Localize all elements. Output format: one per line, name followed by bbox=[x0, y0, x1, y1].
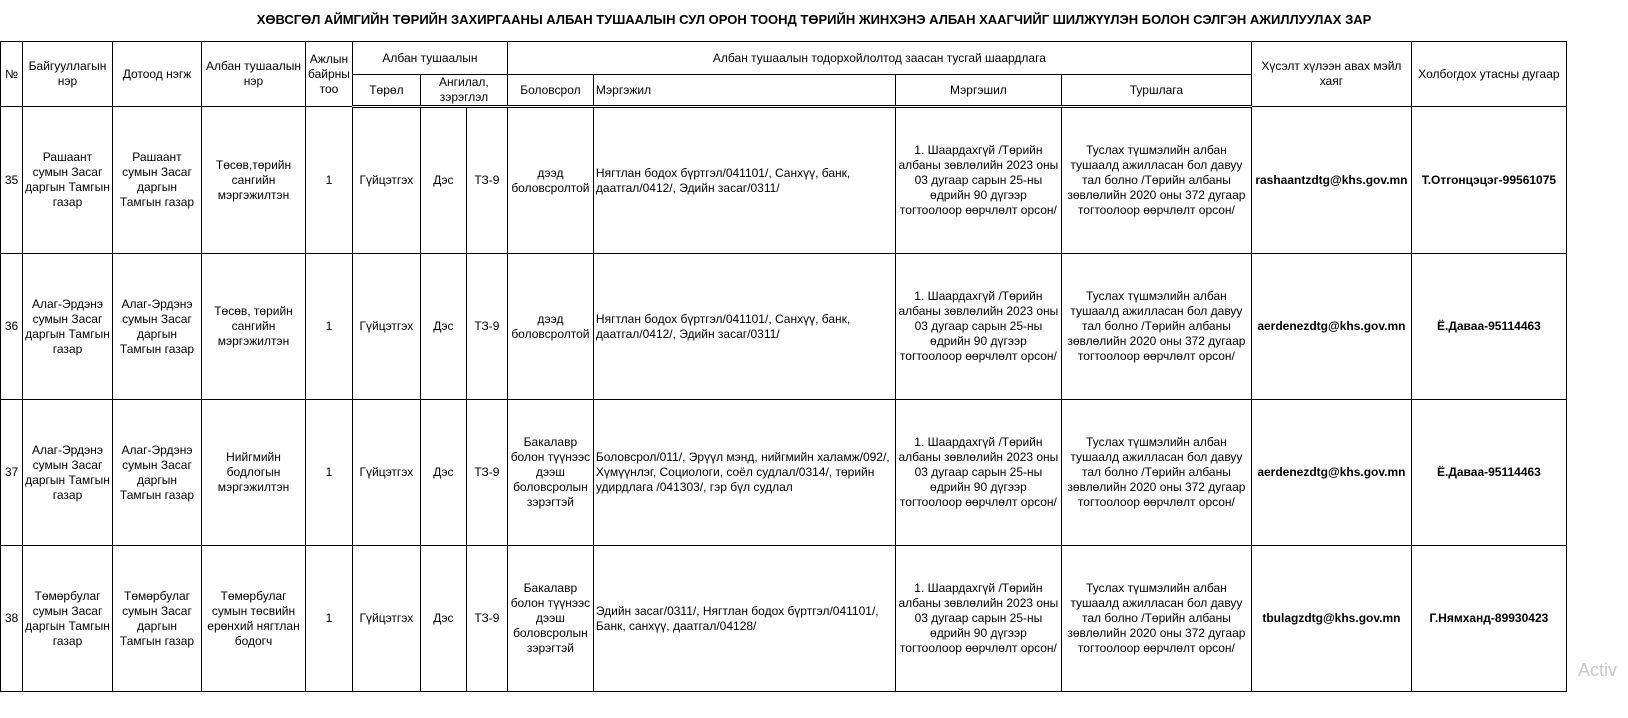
cell-email[interactable]: rashaantzdtg@khs.gov.mn bbox=[1251, 107, 1411, 254]
cell-experience: Туслах түшмэлийн албан тушаалд ажилласан бол давуу тал болно /Төрийн албаны зөвлөлийн 2020 оны 372 дугаар тогтоолоор өөрчлөлт орсон/ bbox=[1061, 400, 1251, 546]
cell-position: Төсөв, төрийн сангийн мэргэжилтэн bbox=[202, 254, 306, 400]
cell-education: дээд боловсролтой bbox=[507, 254, 593, 400]
cell-count: 1 bbox=[306, 107, 353, 254]
cell-count: 1 bbox=[306, 254, 353, 400]
header-row-1 bbox=[1, 42, 1567, 75]
table-row bbox=[1, 254, 1567, 400]
cell-count: 1 bbox=[306, 546, 353, 692]
cell-phone: Ё.Даваа-95114463 bbox=[1411, 400, 1566, 546]
cell-skill: 1. Шаардахгүй /Төрийн албаны зөвлөлийн 2023 оны 03 дугаар сарын 25-ны өдрийн 90 дүгээр тогтоолоор өөрчлөлт орсон/ bbox=[895, 400, 1061, 546]
vacancy-table bbox=[0, 41, 1567, 692]
cell-no: 38 bbox=[1, 546, 23, 692]
cell-unit: Алаг-Эрдэнэ сумын Засаг даргын Тамгын газар bbox=[113, 400, 202, 546]
cell-type: Гүйцэтгэх bbox=[352, 254, 420, 400]
cell-email[interactable]: aerdenezdtg@khs.gov.mn bbox=[1251, 254, 1411, 400]
cell-position: Төмөрбулаг сумын төсвийн ерөнхий нягтлан бодогч bbox=[202, 546, 306, 692]
header-email: Хүсэлт хүлээн авах мэйл хаяг bbox=[1251, 42, 1411, 107]
cell-org: Төмөрбулаг сумын Засаг даргын Тамгын газар bbox=[23, 546, 113, 692]
cell-education: дээд боловсролтой bbox=[507, 107, 593, 254]
cell-rank: ТЗ-9 bbox=[466, 546, 507, 692]
activation-watermark: Activ bbox=[1578, 660, 1618, 680]
cell-phone: Г.Нямханд-89930423 bbox=[1411, 546, 1566, 692]
cell-skill: 1. Шаардахгүй /Төрийн албаны зөвлөлийн 2023 оны 03 дугаар сарын 25-ны өдрийн 90 дүгээр тогтоолоор өөрчлөлт орсон/ bbox=[895, 107, 1061, 254]
cell-phone: Ё.Даваа-95114463 bbox=[1411, 254, 1566, 400]
header-req-group: Албан тушаалын тодорхойлолтод заасан тусгай шаардлага bbox=[507, 42, 1251, 75]
cell-profession: Нягтлан бодох бүртгэл/041101/, Санхүү, банк, даатгал/0412/, Эдийн засаг/0311/ bbox=[593, 107, 895, 254]
cell-class: Дэс bbox=[420, 400, 466, 546]
cell-class: Дэс bbox=[420, 107, 466, 254]
cell-no: 37 bbox=[1, 400, 23, 546]
header-education: Боловсрол bbox=[507, 75, 593, 107]
header-experience: Туршлага bbox=[1061, 75, 1251, 107]
cell-education: Бакалавр болон түүнээс дээш боловсролын зэрэгтэй bbox=[507, 546, 593, 692]
cell-profession: Эдийн засаг/0311/, Нягтлан бодох бүртгэл/041101/, Банк, санхүү, даатгал/04128/ bbox=[593, 546, 895, 692]
cell-education: Бакалавр болон түүнээс дээш боловсролын зэрэгтэй bbox=[507, 400, 593, 546]
cell-experience: Туслах түшмэлийн албан тушаалд ажилласан бол давуу тал болно /Төрийн албаны зөвлөлийн 2020 оны 372 дугаар тогтоолоор өөрчлөлт орсон/ bbox=[1061, 107, 1251, 254]
cell-profession: Нягтлан бодох бүртгэл/041101/, Санхүү, банк, даатгал/0412/, Эдийн засаг/0311/ bbox=[593, 254, 895, 400]
header-profession: Мэргэжил bbox=[593, 75, 895, 107]
cell-no: 36 bbox=[1, 254, 23, 400]
cell-rank: ТЗ-9 bbox=[466, 254, 507, 400]
cell-experience: Туслах түшмэлийн албан тушаалд ажилласан бол давуу тал болно /Төрийн албаны зөвлөлийн 2020 оны 372 дугаар тогтоолоор өөрчлөлт орсон/ bbox=[1061, 546, 1251, 692]
cell-rank: ТЗ-9 bbox=[466, 400, 507, 546]
header-org: Байгууллагын нэр bbox=[23, 42, 113, 107]
cell-profession: Боловсрол/011/, Эрүүл мэнд, нийгмийн халамж/092/, Хүмүүнлэг, Социологи, соёл судлал/0314/, төрийн удирдлага /041303/, гэр бүл судлал bbox=[593, 400, 895, 546]
header-type: Төрөл bbox=[352, 75, 420, 107]
cell-org: Рашаант сумын Засаг даргын Тамгын газар bbox=[23, 107, 113, 254]
cell-phone: Т.Отгонцэцэг-99561075 bbox=[1411, 107, 1566, 254]
cell-experience: Туслах түшмэлийн албан тушаалд ажилласан бол давуу тал болно /Төрийн албаны зөвлөлийн 2020 оны 372 дугаар тогтоолоор өөрчлөлт орсон/ bbox=[1061, 254, 1251, 400]
document-title: ХӨВСГӨЛ АЙМГИЙН ТӨРИЙН ЗАХИРГААНЫ АЛБАН ТУШААЛЫН СУЛ ОРОН ТООНД ТӨРИЙН ЖИНХЭНЭ АЛБАН ХААГЧИЙГ ШИЛЖҮҮЛЭН БОЛОН СЭЛГЭН АЖИЛЛУУЛАХ ЗАР bbox=[256, 12, 1372, 27]
header-count: Ажлын байрны тоо bbox=[306, 42, 353, 107]
cell-position: Нийгмийн бодлогын мэргэжилтэн bbox=[202, 400, 306, 546]
header-pos-group: Албан тушаалын bbox=[352, 42, 507, 75]
header-no: № bbox=[1, 42, 23, 107]
cell-org: Алаг-Эрдэнэ сумын Засаг даргын Тамгын газар bbox=[23, 400, 113, 546]
cell-unit: Төмөрбулаг сумын Засаг даргын Тамгын газар bbox=[113, 546, 202, 692]
header-unit: Дотоод нэгж bbox=[113, 42, 202, 107]
cell-class: Дэс bbox=[420, 546, 466, 692]
cell-class: Дэс bbox=[420, 254, 466, 400]
header-class: Ангилал, зэрэглэл bbox=[420, 75, 507, 107]
cell-type: Гүйцэтгэх bbox=[352, 107, 420, 254]
cell-count: 1 bbox=[306, 400, 353, 546]
cell-position: Төсөв,төрийн сангийн мэргэжилтэн bbox=[202, 107, 306, 254]
cell-type: Гүйцэтгэх bbox=[352, 400, 420, 546]
cell-rank: ТЗ-9 bbox=[466, 107, 507, 254]
table-row bbox=[1, 107, 1567, 254]
header-position: Албан тушаалын нэр bbox=[202, 42, 306, 107]
cell-org: Алаг-Эрдэнэ сумын Засаг даргын Тамгын газар bbox=[23, 254, 113, 400]
cell-no: 35 bbox=[1, 107, 23, 254]
header-phone: Холбогдох утасны дугаар bbox=[1411, 42, 1566, 107]
cell-type: Гүйцэтгэх bbox=[352, 546, 420, 692]
cell-skill: 1. Шаардахгүй /Төрийн албаны зөвлөлийн 2023 оны 03 дугаар сарын 25-ны өдрийн 90 дүгээр тогтоолоор өөрчлөлт орсон/ bbox=[895, 254, 1061, 400]
cell-email[interactable]: aerdenezdtg@khs.gov.mn bbox=[1251, 400, 1411, 546]
table-row bbox=[1, 546, 1567, 692]
cell-unit: Рашаант сумын Засаг даргын Тамгын газар bbox=[113, 107, 202, 254]
table-row bbox=[1, 400, 1567, 546]
cell-unit: Алаг-Эрдэнэ сумын Засаг даргын Тамгын газар bbox=[113, 254, 202, 400]
header-skill: Мэргэшил bbox=[895, 75, 1061, 107]
cell-email[interactable]: tbulagzdtg@khs.gov.mn bbox=[1251, 546, 1411, 692]
cell-skill: 1. Шаардахгүй /Төрийн албаны зөвлөлийн 2023 оны 03 дугаар сарын 25-ны өдрийн 90 дүгээр тогтоолоор өөрчлөлт орсон/ bbox=[895, 546, 1061, 692]
